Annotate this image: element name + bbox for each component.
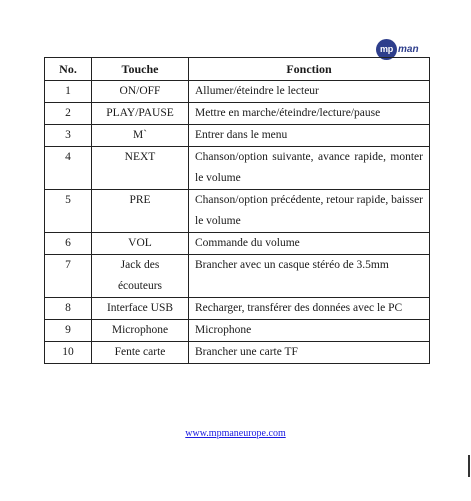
- row-key: PLAY/PAUSE: [92, 103, 189, 125]
- row-function: Recharger, transférer des données avec le PC: [189, 298, 430, 320]
- table-row: [45, 298, 430, 320]
- row-no: 7: [45, 255, 92, 298]
- row-no: 5: [45, 190, 92, 233]
- row-key: Interface USB: [92, 298, 189, 320]
- header-key: Touche: [92, 58, 189, 81]
- table-row: [45, 125, 430, 147]
- row-key: Fente carte: [92, 342, 189, 364]
- table-row: [45, 147, 430, 190]
- table-row: [45, 342, 430, 364]
- row-no: 2: [45, 103, 92, 125]
- button-function-table: [44, 57, 430, 364]
- row-no: 6: [45, 233, 92, 255]
- page-edge-mark: [468, 455, 470, 477]
- row-function: Chanson/option suivante, avance rapide, monter le volume: [189, 147, 430, 190]
- table-header-row: [45, 58, 430, 81]
- row-function: Microphone: [189, 320, 430, 342]
- header-no: No.: [45, 58, 92, 81]
- row-no: 1: [45, 81, 92, 103]
- table-row: [45, 103, 430, 125]
- row-no: 4: [45, 147, 92, 190]
- header-function: Fonction: [189, 58, 430, 81]
- row-function: Allumer/éteindre le lecteur: [189, 81, 430, 103]
- row-function: Commande du volume: [189, 233, 430, 255]
- row-function: Brancher avec un casque stéréo de 3.5mm: [189, 255, 430, 298]
- row-key: M`: [92, 125, 189, 147]
- row-function: Chanson/option précédente, retour rapide, baisser le volume: [189, 190, 430, 233]
- row-key: Jack des écouteurs: [92, 255, 189, 298]
- row-no: 8: [45, 298, 92, 320]
- row-key: PRE: [92, 190, 189, 233]
- row-function: Brancher une carte TF: [189, 342, 430, 364]
- table-row: [45, 81, 430, 103]
- row-function: Entrer dans le menu: [189, 125, 430, 147]
- table-row: [45, 255, 430, 298]
- row-no: 3: [45, 125, 92, 147]
- row-no: 10: [45, 342, 92, 364]
- row-key: NEXT: [92, 147, 189, 190]
- table-row: [45, 190, 430, 233]
- row-key: ON/OFF: [92, 81, 189, 103]
- row-function: Mettre en marche/éteindre/lecture/pause: [189, 103, 430, 125]
- brand-badge: mp: [376, 39, 397, 60]
- brand-name: man: [398, 43, 419, 55]
- table-row: [45, 233, 430, 255]
- row-key: VOL: [92, 233, 189, 255]
- row-no: 9: [45, 320, 92, 342]
- table-row: [45, 320, 430, 342]
- row-key: Microphone: [92, 320, 189, 342]
- website-link[interactable]: www.mpmaneurope.com: [185, 428, 286, 439]
